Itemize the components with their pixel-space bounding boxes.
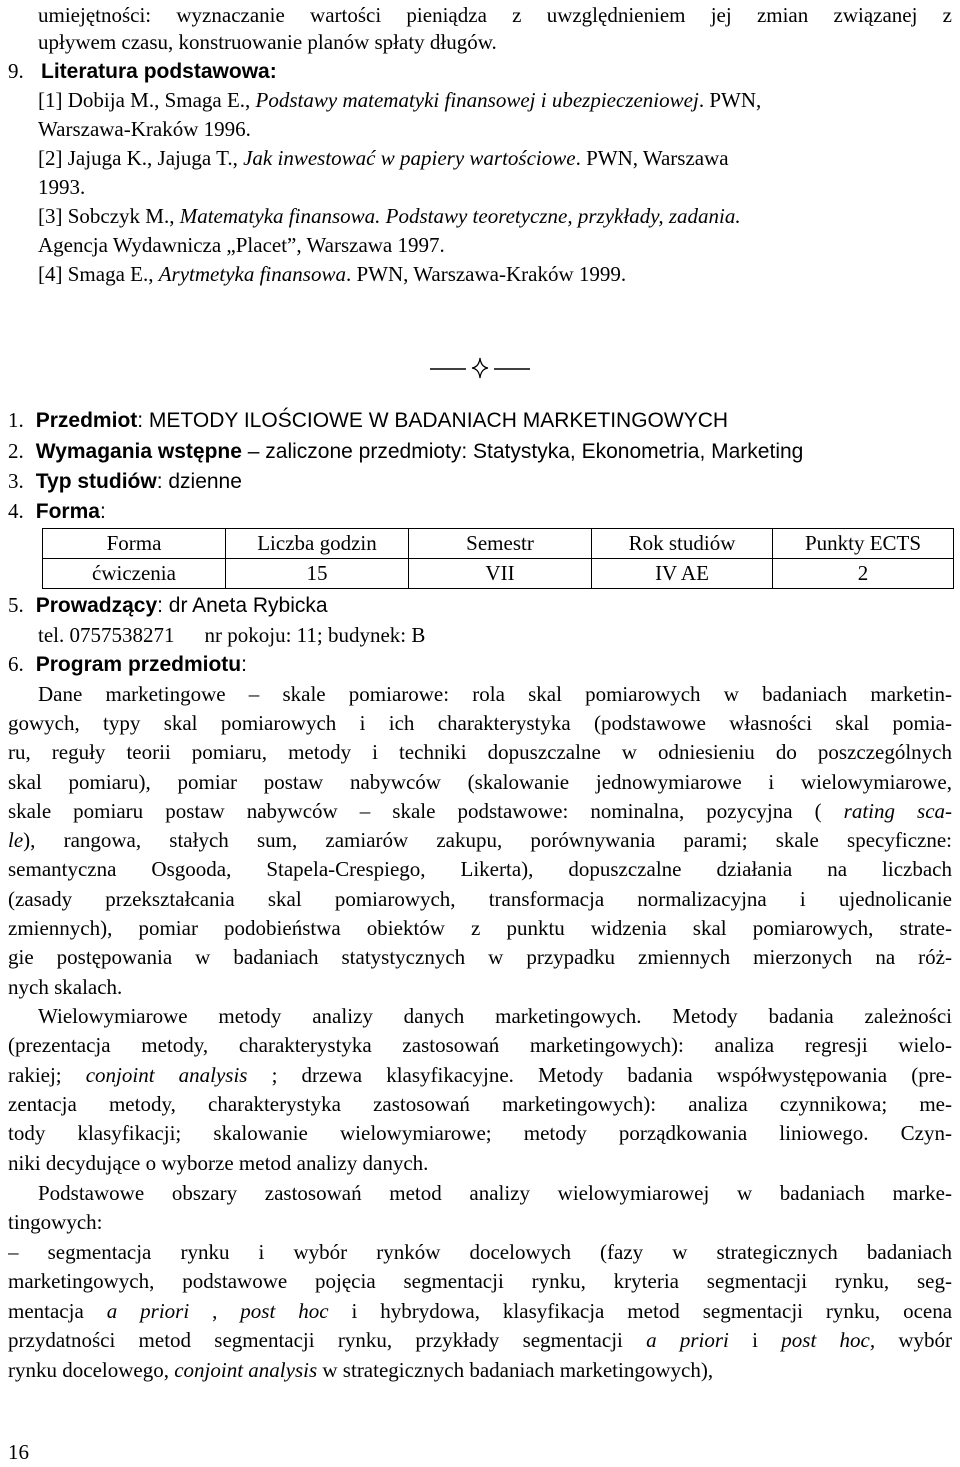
paragraph-line: mentacja a priori , post hoc i hybrydowa, klasyfikacja metod segmentacji rynku, ocena [8,1299,952,1323]
reference-3-cont: Agencja Wydawnicza „Placet”, Warszawa 1997. [38,233,445,257]
paragraph-line: Dane marketingowe – skale pomiarowe: rola skal pomiarowych w badaniach marketin- [38,682,952,706]
paragraph-line: Podstawowe obszary zastosowań metod analizy wielowymiarowej w badaniach marke- [38,1181,952,1205]
paragraph-line: (prezentacja metody, charakterystyka zastosowań marketingowych): analiza regresji wielo- [8,1033,952,1057]
reference-2: [2] Jajuga K., Jajuga T., Jak inwestować w papiery wartościowe. PWN, Warszawa [38,146,729,170]
room-info: nr pokoju: 11; budynek: B [204,623,426,647]
text-line: umiejętności: wyznaczanie wartości pieniądza z uwzględnieniem jej zmian związanej z [38,3,952,27]
paragraph-line: rakiej; conjoint analysis ; drzewa klasyfikacyjne. Metody badania współwystępowania (pre- [8,1063,952,1087]
paragraph-line: tingowych: [8,1210,103,1234]
text-line: upływem czasu, konstruowanie planów spłaty długów. [38,30,497,54]
paragraph-line: le), rangowa, stałych sum, zamiarów zakupu, porównywania parami; skale specyficzne: [8,828,952,852]
page-number: 16 [8,1440,29,1464]
paragraph-line: marketingowych, podstawowe pojęcia segmentacji rynku, kryteria segmentacji rynku, seg- [8,1269,952,1293]
course-item-form: 4. Forma: [8,499,106,523]
reference-3: [3] Sobczyk M., Matematyka finansowa. Podstawy teoretyczne, przykłady, zadania. [38,204,741,228]
table-header-cell: Rok studiów [592,529,773,559]
paragraph-line: Wielowymiarowe metody analizy danych marketingowych. Metody badania zależności [38,1004,952,1028]
course-item-subject: 1. Przedmiot: METODY ILOŚCIOWE W BADANIACH MARKETINGOWYCH [8,408,729,432]
paragraph-line: semantyczna Osgooda, Stapela-Crespiego, Likerta), dopuszczalne działania na liczbach [8,857,952,881]
table-header-cell: Forma [43,529,226,559]
paragraph-line: gie postępowania w badaniach statystycznych w przypadku zmiennych mierzonych na róż- [8,945,952,969]
paragraph-line: nych skalach. [8,975,123,999]
reference-2-cont: 1993. [38,175,86,199]
paragraph-line: tody klasyfikacji; skalowanie wielowymiarowe; metody porządkowania liniowego. Czyn- [8,1121,952,1145]
table-cell: VII [409,559,592,589]
paragraph-line: ru, reguły teorii pomiaru, metody i techniki dopuszczalne w odniesieniu do poszczególnych [8,740,952,764]
table-header-cell: Semestr [409,529,592,559]
table-header-row [43,529,954,559]
course-item-lecturer: 5. Prowadzący: dr Aneta Rybicka [8,593,328,617]
table-header-cell: Punkty ECTS [773,529,954,559]
table-cell: 15 [226,559,409,589]
reference-4: [4] Smaga E., Arytmetyka finansowa. PWN, Warszawa-Kraków 1999. [38,262,627,286]
paragraph-line: przydatności metod segmentacji rynku, przykłady segmentacji a priori i post hoc, wybór [8,1328,952,1352]
contact-line [38,620,960,650]
literature-heading: 9. Literatura podstawowa: [8,59,277,83]
paragraph-line: (zasady przekształcania skal pomiarowych, transformacja normalizacyjna i ujednolicanie [8,887,952,911]
table-cell: 2 [773,559,954,589]
paragraph-line: zentacja metody, charakterystyka zastosowań marketingowych): analiza czynnikowa; me- [8,1092,952,1116]
paragraph-line: zmiennych), pomiar podobieństwa obiektów z punktu widzenia skal pomiarowych, strate- [8,916,952,940]
course-item-program: 6. Program przedmiotu: [8,652,247,676]
reference-1: [1] Dobija M., Smaga E., Podstawy matematyki finansowej i ubezpieczeniowej. PWN, [38,88,762,112]
ornament-divider [430,350,530,380]
table-header-cell: Liczba godzin [226,529,409,559]
course-form-table [42,528,954,589]
course-item-study-type: 3. Typ studiów: dzienne [8,469,242,493]
table-row [43,559,954,589]
reference-1-cont: Warszawa-Kraków 1996. [38,117,251,141]
table-cell: IV AE [592,559,773,589]
paragraph-line: skal pomiaru), pomiar postaw nabywców (skalowanie jednowymiarowe i wielowymiarowe, [8,770,952,794]
paragraph-line: gowych, typy skal pomiarowych i ich charakterystyka (podstawowe własności skal pomia- [8,711,952,735]
phone-number: tel. 0757538271 [38,623,175,647]
course-item-prerequisites: 2. Wymagania wstępne – zaliczone przedmioty: Statystyka, Ekonometria, Marketing [8,439,804,463]
bullet-line: – segmentacja rynku i wybór rynków docelowych (fazy w strategicznych badaniach [8,1240,952,1264]
paragraph-line: rynku docelowego, conjoint analysis w strategicznych badaniach marketingowych), [8,1358,714,1382]
paragraph-line: niki decydujące o wyborze metod analizy danych. [8,1151,429,1175]
table-cell: ćwiczenia [43,559,226,589]
paragraph-line: skale pomiaru postaw nabywców – skale podstawowe: nominalna, pozycyjna ( rating sca- [8,799,952,823]
